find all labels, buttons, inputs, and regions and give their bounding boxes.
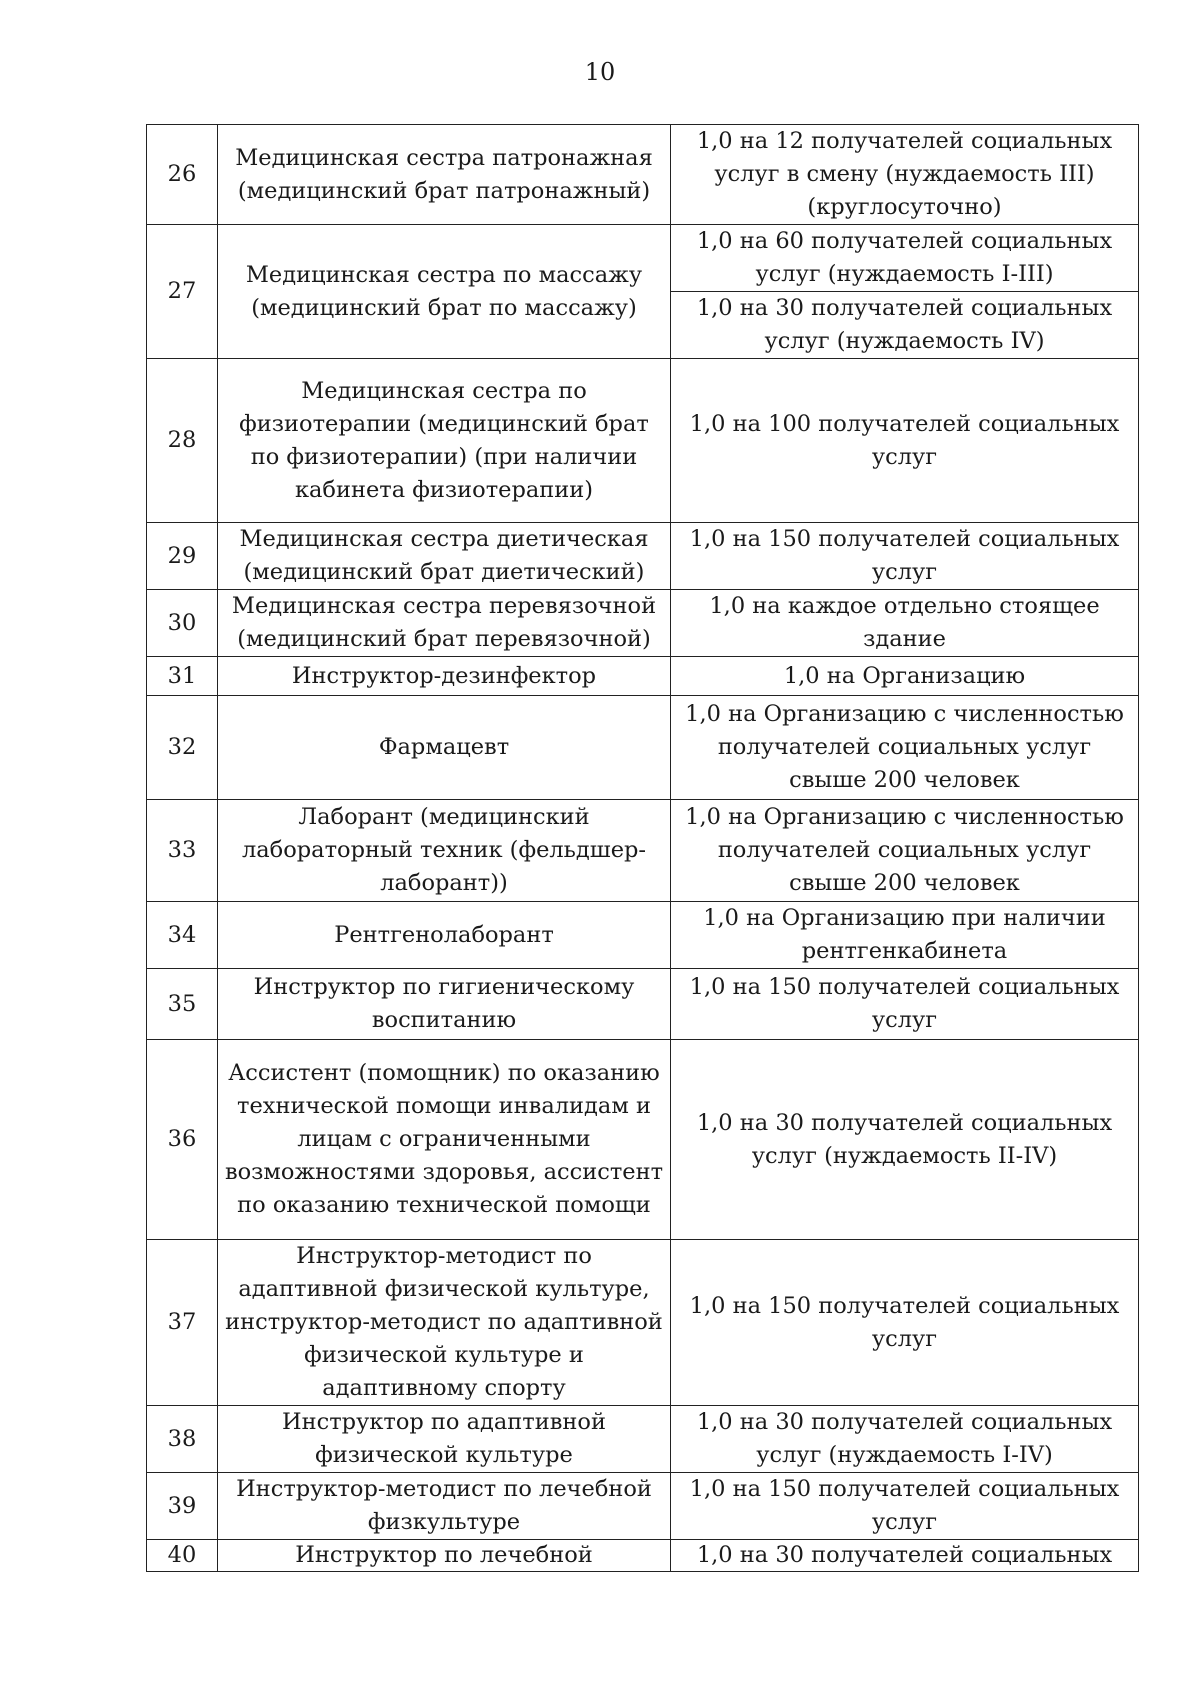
row-number: 38 xyxy=(147,1406,218,1473)
table-row xyxy=(147,969,1139,1040)
norm-cell: 1,0 на 150 получателей социальных услуг xyxy=(671,1240,1139,1406)
norm-cell: 1,0 на Организацию с численностью получателей социальных услуг свыше 200 человек xyxy=(671,696,1139,800)
norm-cell: 1,0 на 30 получателей социальных услуг (нуждаемость I-IV) xyxy=(671,1406,1139,1473)
position-cell: Ассистент (помощник) по оказанию технической помощи инвалидам и лицам с ограниченными возможностями здоровья, ассистент по оказанию технической помощи xyxy=(218,1040,671,1240)
row-number: 29 xyxy=(147,523,218,590)
position-cell: Медицинская сестра патронажная (медицинский брат патронажный) xyxy=(218,125,671,225)
row-number: 27 xyxy=(147,225,218,359)
table-row xyxy=(147,657,1139,696)
table-row xyxy=(147,125,1139,225)
position-cell: Фармацевт xyxy=(218,696,671,800)
row-number: 34 xyxy=(147,902,218,969)
position-cell: Инструктор-методист по адаптивной физической культуре, инструктор-методист по адаптивной физической культуре и адаптивному спорту xyxy=(218,1240,671,1406)
table-row xyxy=(147,902,1139,969)
table-row xyxy=(147,359,1139,523)
row-number: 26 xyxy=(147,125,218,225)
table-row xyxy=(147,1040,1139,1240)
table-row xyxy=(147,1240,1139,1406)
row-number: 35 xyxy=(147,969,218,1040)
row-number: 33 xyxy=(147,800,218,902)
norm-cell: 1,0 на 30 получателей социальных услуг (нуждаемость II-IV) xyxy=(671,1040,1139,1240)
position-cell: Медицинская сестра по массажу (медицинский брат по массажу) xyxy=(218,225,671,359)
row-number: 32 xyxy=(147,696,218,800)
table-row xyxy=(147,1473,1139,1540)
row-number: 30 xyxy=(147,590,218,657)
page-number: 10 xyxy=(584,58,616,86)
row-number: 28 xyxy=(147,359,218,523)
table-row xyxy=(147,523,1139,590)
row-number: 39 xyxy=(147,1473,218,1540)
row-number: 31 xyxy=(147,657,218,696)
norm-cell: 1,0 на 30 получателей социальных xyxy=(671,1540,1139,1572)
table-row xyxy=(147,1406,1139,1473)
row-number: 40 xyxy=(147,1540,218,1572)
position-cell: Инструктор по лечебной xyxy=(218,1540,671,1572)
norm-cell: 1,0 на 150 получателей социальных услуг xyxy=(671,969,1139,1040)
norm-cell: 1,0 на 60 получателей социальных услуг (нуждаемость I-III) xyxy=(671,225,1139,292)
norm-cell: 1,0 на Организацию с численностью получателей социальных услуг свыше 200 человек xyxy=(671,800,1139,902)
position-cell: Инструктор-дезинфектор xyxy=(218,657,671,696)
table-row xyxy=(147,225,1139,292)
position-cell: Медицинская сестра перевязочной (медицинский брат перевязочной) xyxy=(218,590,671,657)
position-cell: Медицинская сестра диетическая (медицинский брат диетический) xyxy=(218,523,671,590)
norm-cell: 1,0 на 30 получателей социальных услуг (нуждаемость IV) xyxy=(671,292,1139,359)
position-cell: Лаборант (медицинский лабораторный техник (фельдшер-лаборант)) xyxy=(218,800,671,902)
position-cell: Инструктор по адаптивной физической культуре xyxy=(218,1406,671,1473)
table-row xyxy=(147,1540,1139,1572)
norm-cell: 1,0 на каждое отдельно стоящее здание xyxy=(671,590,1139,657)
position-cell: Инструктор-методист по лечебной физкультуре xyxy=(218,1473,671,1540)
norm-cell: 1,0 на Организацию xyxy=(671,657,1139,696)
norm-cell: 1,0 на 100 получателей социальных услуг xyxy=(671,359,1139,523)
table-row xyxy=(147,800,1139,902)
table-row xyxy=(147,590,1139,657)
table-row xyxy=(147,696,1139,800)
row-number: 37 xyxy=(147,1240,218,1406)
norm-cell: 1,0 на Организацию при наличии рентгенкабинета xyxy=(671,902,1139,969)
norm-cell: 1,0 на 150 получателей социальных услуг xyxy=(671,523,1139,590)
norm-cell: 1,0 на 150 получателей социальных услуг xyxy=(671,1473,1139,1540)
position-cell: Рентгенолаборант xyxy=(218,902,671,969)
position-cell: Инструктор по гигиеническому воспитанию xyxy=(218,969,671,1040)
norm-cell: 1,0 на 12 получателей социальных услуг в смену (нуждаемость III) (круглосуточно) xyxy=(671,125,1139,225)
staff-norms-table xyxy=(146,124,1139,1572)
row-number: 36 xyxy=(147,1040,218,1240)
position-cell: Медицинская сестра по физиотерапии (медицинский брат по физиотерапии) (при наличии кабинета физиотерапии) xyxy=(218,359,671,523)
